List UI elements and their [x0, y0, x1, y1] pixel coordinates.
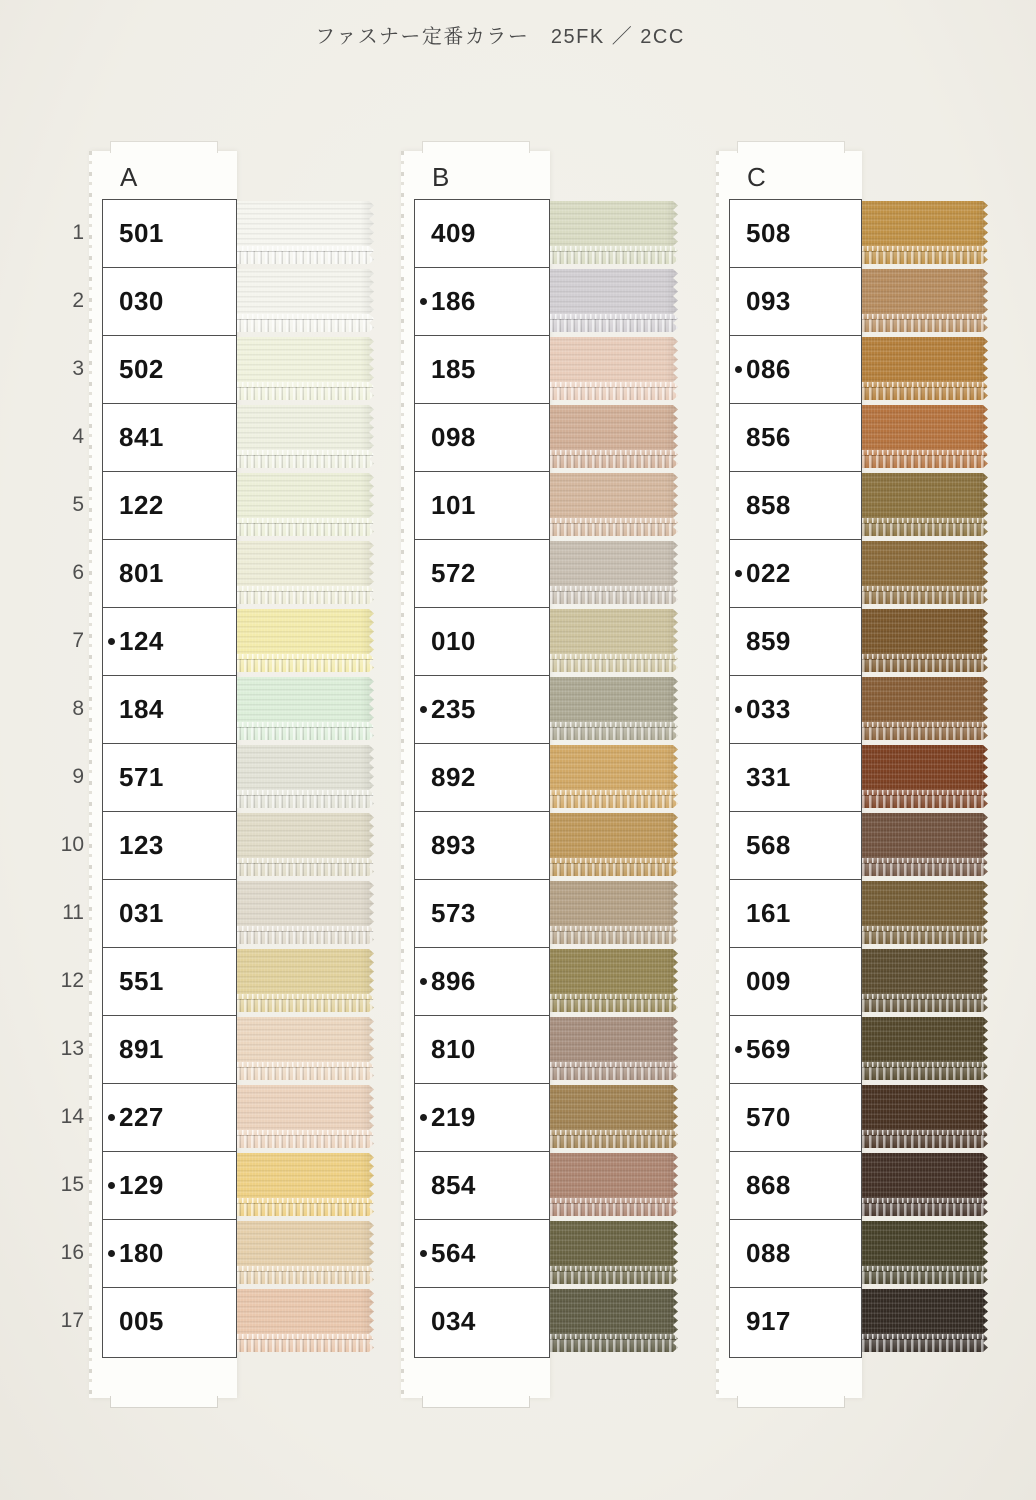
- zipper-teeth-coil: [237, 455, 374, 468]
- code-cell: [730, 1084, 861, 1152]
- color-code: 086: [746, 354, 791, 384]
- zipper-tape-fabric: [862, 609, 988, 654]
- zipper-teeth-coil: [550, 795, 678, 808]
- color-code: 009: [746, 966, 791, 996]
- zipper-tape-fabric: [862, 541, 988, 586]
- zipper-swatch-c-086: [862, 337, 988, 400]
- sample-dot-marker: [108, 1250, 115, 1257]
- zipper-swatch-b-893: [550, 813, 678, 876]
- code-cell: [415, 1016, 549, 1084]
- code-cell: [103, 1220, 236, 1288]
- zipper-swatch-c-093: [862, 269, 988, 332]
- color-code: 124: [119, 626, 164, 656]
- color-code: 573: [431, 898, 476, 928]
- row-number: 14: [60, 1105, 84, 1128]
- zipper-teeth-coil: [237, 1135, 374, 1148]
- zipper-swatch-c-508: [862, 201, 988, 264]
- zipper-swatch-b-896: [550, 949, 678, 1012]
- zipper-teeth-coil: [237, 999, 374, 1012]
- zipper-tape-fabric: [237, 881, 374, 926]
- card-tab-top: [110, 141, 218, 153]
- zipper-swatch-c-917: [862, 1289, 988, 1352]
- code-cell: [415, 880, 549, 948]
- zipper-swatch-b-185: [550, 337, 678, 400]
- color-code: 010: [431, 626, 476, 656]
- zipper-swatch-a-122: [237, 473, 374, 536]
- code-cell: [103, 200, 236, 268]
- color-code: 501: [119, 218, 164, 248]
- code-cell: [103, 812, 236, 880]
- zipper-tape-fabric: [237, 473, 374, 518]
- zipper-teeth-coil: [237, 591, 374, 604]
- color-code: 031: [119, 898, 164, 928]
- zipper-swatch-c-568: [862, 813, 988, 876]
- zipper-swatch-c-331: [862, 745, 988, 808]
- row-number: 16: [60, 1241, 84, 1264]
- color-code: 034: [431, 1305, 476, 1336]
- zipper-swatch-c-868: [862, 1153, 988, 1216]
- zipper-tape-fabric: [237, 269, 374, 314]
- color-code: 502: [119, 354, 164, 384]
- zipper-teeth-coil: [237, 1339, 374, 1352]
- code-cell: [730, 1288, 861, 1354]
- page-title: ファスナー定番カラー 25FK ／ 2CC: [315, 26, 685, 48]
- zipper-teeth-coil: [862, 1135, 988, 1148]
- zipper-teeth-coil: [862, 387, 988, 400]
- color-code: 219: [431, 1102, 476, 1132]
- sample-dot-marker: [420, 1114, 427, 1121]
- code-cell: [730, 200, 861, 268]
- color-code: 033: [746, 694, 791, 724]
- sample-dot-marker: [108, 1182, 115, 1189]
- column-label-c: C: [747, 162, 766, 192]
- color-code: 129: [119, 1170, 164, 1200]
- row-number: 5: [72, 493, 84, 516]
- color-code: 098: [431, 422, 476, 452]
- zipper-swatch-a-180: [237, 1221, 374, 1284]
- code-cell: [415, 744, 549, 812]
- code-cell: [103, 880, 236, 948]
- zipper-tape-fabric: [862, 473, 988, 518]
- zipper-teeth-coil: [862, 1067, 988, 1080]
- row-number: 8: [72, 697, 84, 720]
- zipper-swatch-a-227: [237, 1085, 374, 1148]
- code-cell: [415, 1288, 549, 1354]
- zipper-swatch-b-409: [550, 201, 678, 264]
- color-code: 093: [746, 286, 791, 316]
- zipper-swatch-b-235: [550, 677, 678, 740]
- zipper-swatch-a-801: [237, 541, 374, 604]
- color-code: 186: [431, 286, 476, 316]
- color-code: 005: [119, 1305, 164, 1336]
- color-code: 569: [746, 1034, 791, 1064]
- zipper-tape-fabric: [550, 1017, 678, 1062]
- zipper-tape-fabric: [237, 1085, 374, 1130]
- code-cell: [730, 1220, 861, 1288]
- zipper-swatch-a-031: [237, 881, 374, 944]
- color-code: 022: [746, 558, 791, 588]
- zipper-tape-fabric: [550, 337, 678, 382]
- row-number: 15: [60, 1173, 84, 1196]
- zipper-swatch-c-009: [862, 949, 988, 1012]
- color-code: 088: [746, 1238, 791, 1268]
- zipper-teeth-coil: [550, 1067, 678, 1080]
- zipper-swatch-c-088: [862, 1221, 988, 1284]
- zipper-swatch-a-124: [237, 609, 374, 672]
- zipper-swatch-a-571: [237, 745, 374, 808]
- code-cell: [415, 1220, 549, 1288]
- zipper-swatch-a-123: [237, 813, 374, 876]
- zipper-swatch-a-184: [237, 677, 374, 740]
- color-code: 810: [431, 1034, 476, 1064]
- zipper-tape-fabric: [862, 881, 988, 926]
- zipper-swatch-b-186: [550, 269, 678, 332]
- code-table-c: [729, 199, 862, 1358]
- code-table-b: [414, 199, 550, 1358]
- code-cell: [103, 472, 236, 540]
- zipper-tape-fabric: [550, 609, 678, 654]
- sample-dot-marker: [108, 638, 115, 645]
- color-code: 892: [431, 762, 476, 792]
- zipper-teeth-coil: [862, 319, 988, 332]
- zipper-teeth-coil: [862, 1339, 988, 1352]
- zipper-teeth-coil: [550, 251, 678, 264]
- zipper-tape-fabric: [550, 1153, 678, 1198]
- code-cell: [103, 540, 236, 608]
- zipper-teeth-coil: [862, 795, 988, 808]
- zipper-tape-fabric: [862, 949, 988, 994]
- zipper-swatch-b-034: [550, 1289, 678, 1352]
- code-cell: [103, 676, 236, 744]
- zipper-swatch-b-892: [550, 745, 678, 808]
- color-code: 570: [746, 1102, 791, 1132]
- zipper-tape-fabric: [550, 881, 678, 926]
- zipper-teeth-coil: [550, 659, 678, 672]
- zipper-tape-fabric: [237, 949, 374, 994]
- zipper-tape-fabric: [862, 337, 988, 382]
- sample-dot-marker: [735, 570, 742, 577]
- code-cell: [730, 1016, 861, 1084]
- zipper-teeth-coil: [550, 387, 678, 400]
- zipper-tape-fabric: [237, 813, 374, 858]
- zipper-tape-fabric: [237, 609, 374, 654]
- zipper-teeth-coil: [237, 319, 374, 332]
- code-table-a: [102, 199, 237, 1358]
- zipper-teeth-coil: [862, 999, 988, 1012]
- sample-dot-marker: [420, 978, 427, 985]
- code-cell: [103, 744, 236, 812]
- zipper-swatch-c-859: [862, 609, 988, 672]
- zipper-swatch-a-551: [237, 949, 374, 1012]
- code-cell: [730, 880, 861, 948]
- zipper-tape-fabric: [550, 473, 678, 518]
- column-label-a: A: [120, 162, 138, 192]
- code-cell: [103, 1084, 236, 1152]
- zipper-swatch-c-033: [862, 677, 988, 740]
- zipper-tape-fabric: [237, 677, 374, 722]
- zipper-teeth-coil: [550, 727, 678, 740]
- card-tab-bottom: [422, 1396, 530, 1408]
- zipper-swatch-c-161: [862, 881, 988, 944]
- zipper-swatch-a-005: [237, 1289, 374, 1352]
- code-cell: [103, 948, 236, 1016]
- zipper-teeth-coil: [550, 1339, 678, 1352]
- sample-dot-marker: [735, 706, 742, 713]
- color-code: 571: [119, 762, 164, 792]
- row-number: 11: [62, 901, 84, 924]
- code-cell: [415, 200, 549, 268]
- zipper-tape-fabric: [862, 1153, 988, 1198]
- code-cell: [415, 1084, 549, 1152]
- zipper-teeth-coil: [862, 931, 988, 944]
- zipper-tape-fabric: [237, 337, 374, 382]
- zipper-swatch-c-570: [862, 1085, 988, 1148]
- zipper-tape-fabric: [550, 201, 678, 246]
- zipper-teeth-coil: [237, 387, 374, 400]
- zipper-teeth-coil: [237, 1203, 374, 1216]
- code-cell: [103, 404, 236, 472]
- code-cell: [415, 472, 549, 540]
- zipper-teeth-coil: [237, 659, 374, 672]
- color-code: 101: [431, 490, 476, 520]
- code-cell: [730, 676, 861, 744]
- card-tab-bottom: [110, 1396, 218, 1408]
- zipper-swatch-c-022: [862, 541, 988, 604]
- card-tab-top: [737, 141, 845, 153]
- row-number: 12: [60, 969, 84, 992]
- zipper-tape-fabric: [237, 1221, 374, 1266]
- zipper-teeth-coil: [237, 251, 374, 264]
- zipper-swatch-b-101: [550, 473, 678, 536]
- zipper-swatch-b-572: [550, 541, 678, 604]
- sample-dot-marker: [735, 1046, 742, 1053]
- code-cell: [730, 744, 861, 812]
- code-cell: [415, 608, 549, 676]
- color-code: 409: [431, 218, 476, 248]
- color-code: 801: [119, 558, 164, 588]
- code-cell: [415, 948, 549, 1016]
- zipper-tape-fabric: [862, 677, 988, 722]
- code-cell: [103, 268, 236, 336]
- sample-dot-marker: [420, 1250, 427, 1257]
- color-code: 184: [119, 694, 164, 724]
- zipper-tape-fabric: [862, 269, 988, 314]
- zipper-teeth-coil: [550, 455, 678, 468]
- code-cell: [415, 336, 549, 404]
- zipper-tape-fabric: [862, 1085, 988, 1130]
- code-cell: [730, 1152, 861, 1220]
- zipper-teeth-coil: [862, 1271, 988, 1284]
- color-code: 235: [431, 694, 476, 724]
- zipper-swatch-c-856: [862, 405, 988, 468]
- code-cell: [730, 336, 861, 404]
- zipper-tape-fabric: [862, 1221, 988, 1266]
- color-code: 123: [119, 830, 164, 860]
- zipper-teeth-coil: [237, 931, 374, 944]
- zipper-teeth-coil: [550, 931, 678, 944]
- zipper-tape-fabric: [237, 201, 374, 246]
- color-code: 868: [746, 1170, 791, 1200]
- zipper-tape-fabric: [237, 745, 374, 790]
- code-cell: [415, 1152, 549, 1220]
- color-code: 122: [119, 490, 164, 520]
- zipper-tape-fabric: [550, 949, 678, 994]
- zipper-swatch-a-841: [237, 405, 374, 468]
- zipper-teeth-coil: [862, 1203, 988, 1216]
- zipper-teeth-coil: [550, 319, 678, 332]
- zipper-tape-fabric: [550, 1221, 678, 1266]
- zipper-tape-fabric: [550, 269, 678, 314]
- color-code: 180: [119, 1238, 164, 1268]
- color-code: 551: [119, 966, 164, 996]
- color-code: 854: [431, 1170, 476, 1200]
- zipper-swatch-b-564: [550, 1221, 678, 1284]
- zipper-teeth-coil: [862, 591, 988, 604]
- color-code: 564: [431, 1238, 476, 1268]
- zipper-swatch-a-129: [237, 1153, 374, 1216]
- zipper-swatch-b-854: [550, 1153, 678, 1216]
- zipper-tape-fabric: [237, 541, 374, 586]
- code-cell: [415, 676, 549, 744]
- zipper-swatch-a-891: [237, 1017, 374, 1080]
- row-number: 9: [72, 765, 84, 788]
- zipper-swatch-c-569: [862, 1017, 988, 1080]
- color-code: 859: [746, 626, 791, 656]
- color-code: 841: [119, 422, 164, 452]
- zipper-teeth-coil: [237, 523, 374, 536]
- zipper-teeth-coil: [862, 523, 988, 536]
- code-cell: [103, 336, 236, 404]
- color-code: 030: [119, 286, 164, 316]
- column-label-b: B: [432, 162, 450, 192]
- zipper-teeth-coil: [237, 1067, 374, 1080]
- sample-dot-marker: [420, 298, 427, 305]
- zipper-teeth-coil: [550, 1271, 678, 1284]
- zipper-tape-fabric: [862, 1017, 988, 1062]
- code-cell: [730, 608, 861, 676]
- zipper-swatch-b-573: [550, 881, 678, 944]
- color-code: 917: [746, 1305, 791, 1336]
- zipper-tape-fabric: [862, 405, 988, 450]
- color-code: 856: [746, 422, 791, 452]
- zipper-swatch-a-502: [237, 337, 374, 400]
- zipper-tape-fabric: [862, 201, 988, 246]
- code-cell: [103, 1288, 236, 1354]
- code-cell: [730, 268, 861, 336]
- color-code: 161: [746, 898, 791, 928]
- code-cell: [415, 268, 549, 336]
- zipper-teeth-coil: [237, 727, 374, 740]
- zipper-tape-fabric: [550, 745, 678, 790]
- zipper-teeth-coil: [550, 591, 678, 604]
- zipper-tape-fabric: [862, 813, 988, 858]
- sample-dot-marker: [108, 1114, 115, 1121]
- color-code: 858: [746, 490, 791, 520]
- sample-dot-marker: [420, 706, 427, 713]
- code-cell: [103, 1152, 236, 1220]
- zipper-tape-fabric: [237, 1289, 374, 1334]
- code-cell: [730, 540, 861, 608]
- row-number: 10: [60, 833, 84, 856]
- zipper-tape-fabric: [862, 1289, 988, 1334]
- zipper-tape-fabric: [237, 405, 374, 450]
- zipper-swatch-b-810: [550, 1017, 678, 1080]
- row-number: 6: [72, 561, 84, 584]
- zipper-teeth-coil: [862, 251, 988, 264]
- zipper-teeth-coil: [237, 863, 374, 876]
- zipper-teeth-coil: [550, 999, 678, 1012]
- row-number: 7: [72, 629, 84, 652]
- zipper-tape-fabric: [550, 1289, 678, 1334]
- code-cell: [730, 472, 861, 540]
- zipper-tape-fabric: [862, 745, 988, 790]
- zipper-tape-fabric: [550, 813, 678, 858]
- color-code: 185: [431, 354, 476, 384]
- code-cell: [103, 1016, 236, 1084]
- color-code: 893: [431, 830, 476, 860]
- color-code: 896: [431, 966, 476, 996]
- code-cell: [730, 948, 861, 1016]
- zipper-swatch-b-010: [550, 609, 678, 672]
- row-number: 13: [60, 1037, 84, 1060]
- zipper-tape-fabric: [550, 677, 678, 722]
- zipper-swatch-a-030: [237, 269, 374, 332]
- card-tab-bottom: [737, 1396, 845, 1408]
- color-code: 227: [119, 1102, 164, 1132]
- zipper-tape-fabric: [237, 1153, 374, 1198]
- zipper-swatch-b-098: [550, 405, 678, 468]
- zipper-tape-fabric: [237, 1017, 374, 1062]
- code-cell: [103, 608, 236, 676]
- zipper-teeth-coil: [237, 795, 374, 808]
- code-cell: [730, 812, 861, 880]
- code-cell: [415, 540, 549, 608]
- zipper-swatch-c-858: [862, 473, 988, 536]
- row-number: 2: [72, 289, 84, 312]
- zipper-tape-fabric: [550, 405, 678, 450]
- color-code: 508: [746, 218, 791, 248]
- zipper-teeth-coil: [550, 1203, 678, 1216]
- zipper-tape-fabric: [550, 1085, 678, 1130]
- zipper-swatch-b-219: [550, 1085, 678, 1148]
- color-code: 568: [746, 830, 791, 860]
- card-tab-top: [422, 141, 530, 153]
- color-code: 572: [431, 558, 476, 588]
- zipper-tape-fabric: [550, 541, 678, 586]
- sample-dot-marker: [735, 366, 742, 373]
- zipper-teeth-coil: [550, 1135, 678, 1148]
- row-number: 17: [60, 1309, 84, 1332]
- zipper-teeth-coil: [862, 727, 988, 740]
- color-code: 331: [746, 762, 791, 792]
- zipper-teeth-coil: [237, 1271, 374, 1284]
- zipper-teeth-coil: [862, 455, 988, 468]
- zipper-teeth-coil: [862, 863, 988, 876]
- row-number: 4: [72, 425, 84, 448]
- code-cell: [415, 812, 549, 880]
- code-cell: [415, 404, 549, 472]
- zipper-teeth-coil: [862, 659, 988, 672]
- code-cell: [730, 404, 861, 472]
- zipper-teeth-coil: [550, 523, 678, 536]
- zipper-swatch-a-501: [237, 201, 374, 264]
- zipper-teeth-coil: [550, 863, 678, 876]
- color-code: 891: [119, 1034, 164, 1064]
- row-number: 3: [72, 357, 84, 380]
- row-number: 1: [72, 221, 84, 244]
